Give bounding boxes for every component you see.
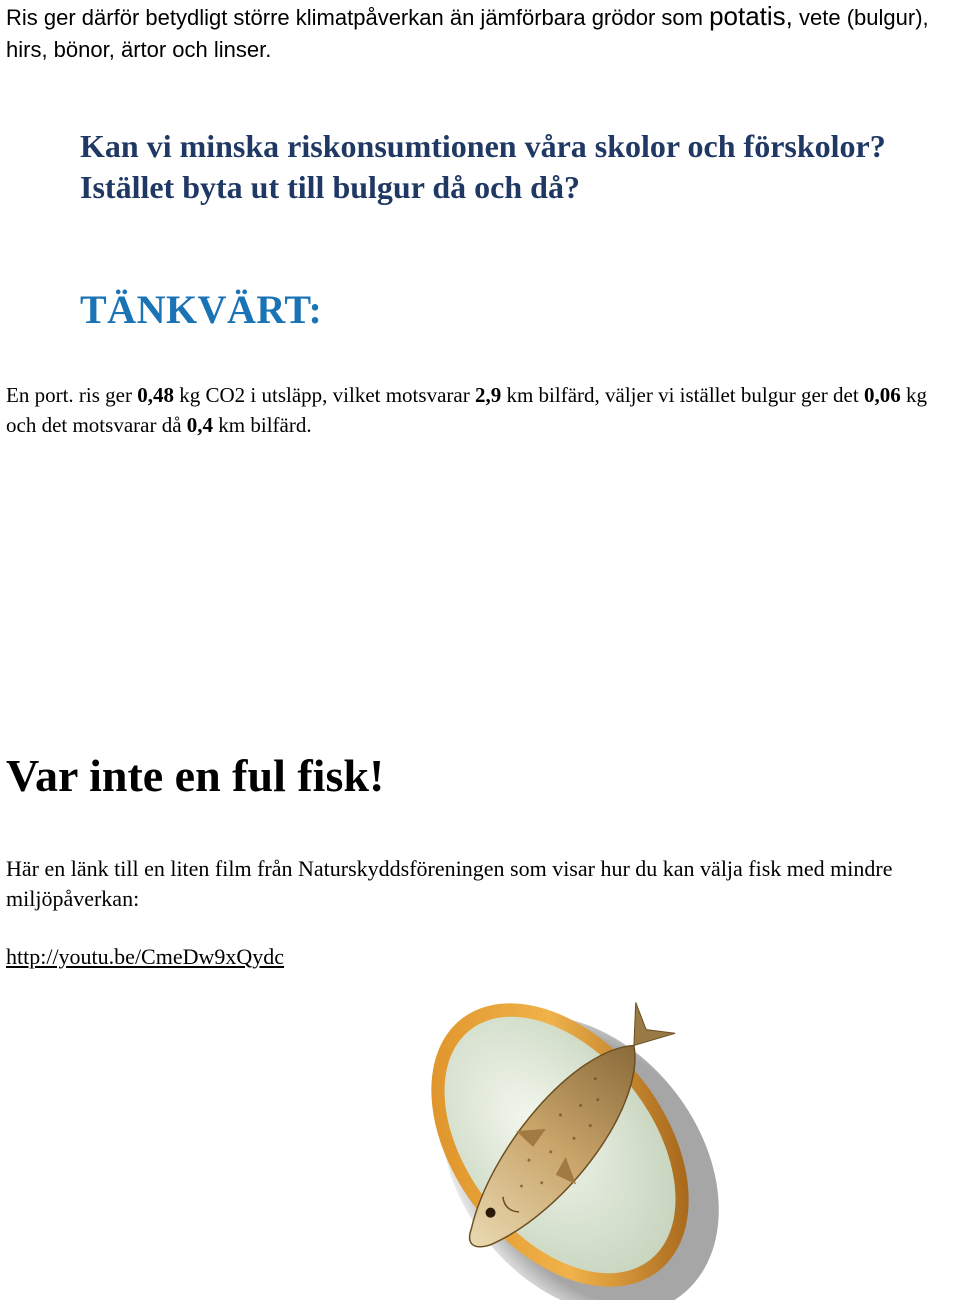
question-line-2: Istället byta ut till bulgur då och då? bbox=[80, 169, 580, 205]
fact-value: 0,4 bbox=[186, 413, 214, 437]
fact-text: kg CO2 i utsläpp, vilket motsvarar bbox=[173, 383, 475, 407]
thinking-heading: TÄNKVÄRT: bbox=[80, 287, 323, 332]
fact-value: 2,9 bbox=[474, 383, 502, 407]
fact-value: 0,06 bbox=[863, 383, 901, 407]
intro-text-part2: vete (bulgur), hirs, bönor, ärtor och linser. bbox=[6, 5, 929, 62]
question-block bbox=[80, 126, 940, 208]
video-link[interactable]: http://youtu.be/CmeDw9xQydc bbox=[6, 944, 285, 969]
question-line-1: Kan vi minska riskonsumtionen våra skolor och förskolor? bbox=[80, 128, 886, 164]
fact-paragraph bbox=[6, 380, 960, 440]
fish-on-plate-image bbox=[400, 990, 740, 1300]
fish-heading: Var inte en ful fisk! bbox=[6, 750, 385, 801]
intro-paragraph bbox=[6, 0, 956, 66]
fact-text: km bilfärd. bbox=[213, 413, 312, 437]
fact-text: En port. ris ger bbox=[6, 383, 138, 407]
fact-text: km bilfärd, väljer vi istället bulgur ger det bbox=[501, 383, 864, 407]
fact-text: kg och det motsvarar då bbox=[6, 383, 927, 437]
intro-text-part1: Ris ger därför betydligt större klimatpåverkan än jämförbara grödor som bbox=[6, 5, 710, 30]
fact-value: 0,48 bbox=[137, 383, 174, 407]
link-intro-paragraph: Här en länk till en liten film från Naturskyddsföreningen som visar hur du kan välja fisk med mindre miljöpåverkan: bbox=[6, 856, 893, 911]
intro-text-potatis: potatis, bbox=[709, 1, 793, 31]
